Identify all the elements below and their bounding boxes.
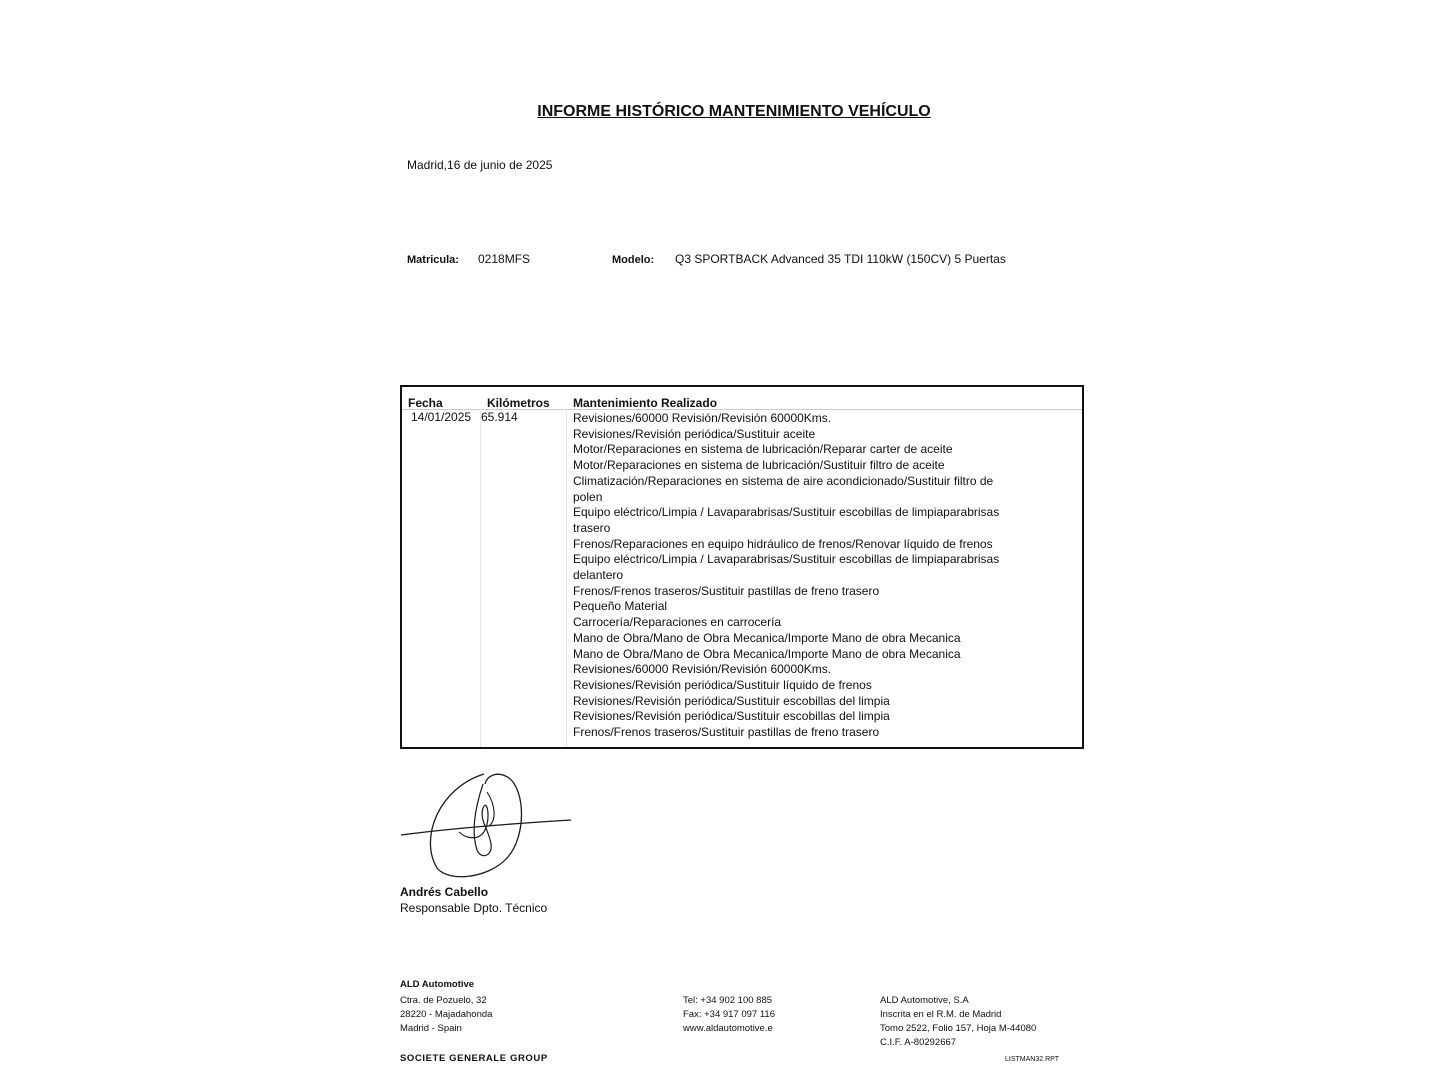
phone: Tel: +34 902 100 885 [683, 995, 773, 1006]
place-date [407, 158, 552, 172]
column-divider [480, 409, 481, 747]
task-item: delantero [573, 568, 624, 583]
task-item: Equipo eléctrico/Limpia / Lavaparabrisas/Sustituir escobillas de limpiaparabrisas [573, 505, 1000, 520]
footer-group: SOCIETE GENERALE GROUP [400, 1053, 548, 1064]
report-date: 16 de junio de 2025 [447, 158, 553, 172]
task-item: polen [573, 489, 603, 504]
header-date: Fecha [408, 396, 443, 410]
footer-address [400, 994, 492, 1036]
task-item: Equipo eléctrico/Limpia / Lavaparabrisas/Sustituir escobillas de limpiaparabrisas [573, 552, 1000, 567]
address-line: 28220 - Majadahonda [400, 1009, 493, 1020]
website-link[interactable]: www.aldautomotive.e [683, 1023, 773, 1034]
model-value: Q3 SPORTBACK Advanced 35 TDI 110kW (150CV) 5 Puertas [675, 252, 1006, 266]
plate-label: Matricula: [407, 254, 459, 266]
signer-name: Andrés Cabello [400, 885, 489, 899]
footer-contact [683, 994, 775, 1036]
signer-role: Responsable Dpto. Técnico [400, 901, 548, 915]
handwritten-signature-icon [399, 768, 575, 880]
model-label: Modelo: [612, 254, 655, 266]
registry-line: Tomo 2522, Folio 157, Hoja M-44080 [880, 1023, 1037, 1034]
document-title: INFORME HISTÓRICO MANTENIMIENTO VEHÍCULO [537, 103, 931, 120]
task-item: Revisiones/Revisión periódica/Sustituir aceite [573, 426, 816, 441]
task-item: Revisiones/Revisión periódica/Sustituir líquido de frenos [573, 677, 872, 692]
address-line: Madrid - Spain [400, 1023, 462, 1034]
fax: Fax: +34 917 097 116 [683, 1009, 775, 1020]
task-item: Climatización/Reparaciones en sistema de aire acondicionado/Sustituir filtro de [573, 473, 994, 488]
task-item: Frenos/Frenos traseros/Sustituir pastillas de freno trasero [573, 583, 880, 598]
task-item: Pequeño Material [573, 599, 668, 614]
task-item: Revisiones/60000 Revisión/Revisión 60000Kms. [573, 662, 832, 677]
header-maintenance: Mantenimiento Realizado [573, 396, 718, 410]
registry-line: C.I.F. A-80292667 [880, 1037, 957, 1048]
task-item: Mano de Obra/Mano de Obra Mecanica/Importe Mano de obra Mecanica [573, 630, 961, 645]
registry-line: Inscrita en el R.M. de Madrid [880, 1009, 1002, 1020]
report-code: LISTMAN32.RPT [1005, 1056, 1060, 1063]
task-item: Mano de Obra/Mano de Obra Mecanica/Importe Mano de obra Mecanica [573, 646, 961, 661]
footer-registry [880, 994, 1036, 1050]
task-list [573, 411, 1013, 741]
task-item: Revisiones/Revisión periódica/Sustituir escobillas del limpia [573, 693, 890, 708]
task-item: Frenos/Frenos traseros/Sustituir pastillas de freno trasero [573, 725, 880, 740]
maintenance-table [400, 385, 1084, 749]
footer-company: ALD Automotive [400, 979, 475, 990]
task-item: Carrocería/Reparaciones en carrocería [573, 615, 782, 630]
plate-value: 0218MFS [478, 252, 531, 266]
task-item: Frenos/Reparaciones en equipo hidráulico de frenos/Renovar líquido de frenos [573, 536, 993, 551]
task-item: Motor/Reparaciones en sistema de lubricación/Sustituir filtro de aceite [573, 458, 945, 473]
row-km: 65.914 [481, 410, 518, 424]
place: Madrid, [407, 158, 448, 172]
row-date: 14/01/2025 [411, 410, 472, 424]
column-divider [566, 409, 567, 747]
task-item: Motor/Reparaciones en sistema de lubricación/Reparar carter de aceite [573, 442, 953, 457]
registry-line: ALD Automotive, S.A [880, 995, 969, 1006]
address-line: Ctra. de Pozuelo, 32 [400, 995, 487, 1006]
task-item: Revisiones/Revisión periódica/Sustituir escobillas del limpia [573, 709, 890, 724]
header-km: Kilómetros [487, 396, 550, 410]
task-item: Revisiones/60000 Revisión/Revisión 60000Kms. [573, 411, 832, 425]
task-item: trasero [573, 520, 611, 535]
